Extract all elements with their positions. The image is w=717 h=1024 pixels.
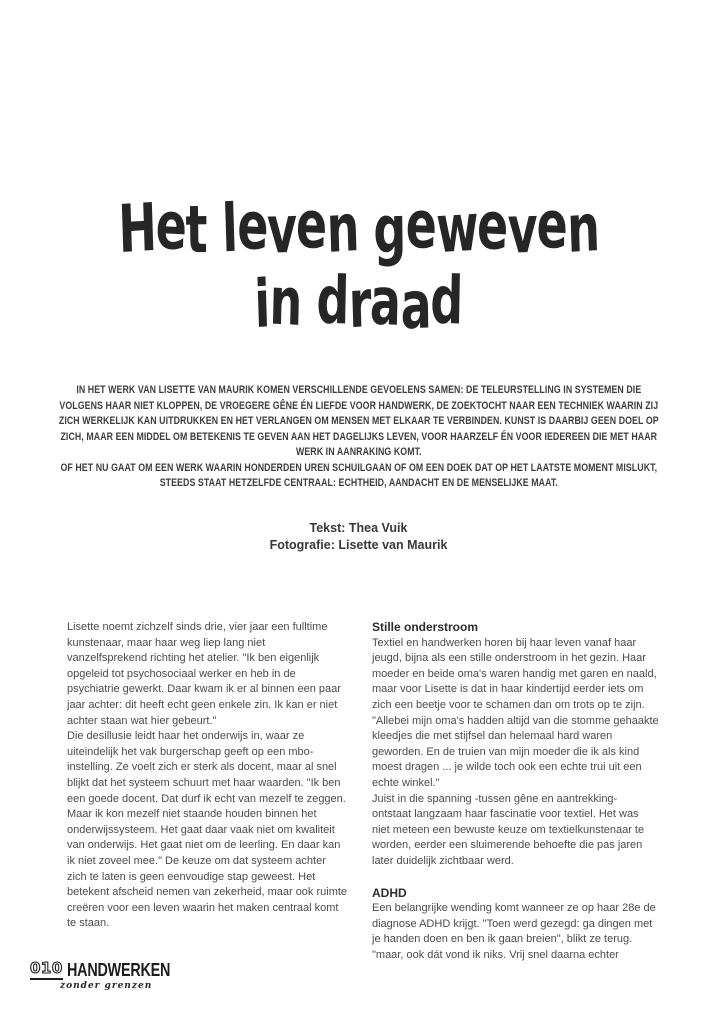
intro-paragraph-2: OF HET NU GAAT OM EEN WERK WAARIN HONDERDEN UREN SCHUILGAAN OF OM EEN DOEK DAT OP HET LAATSTE MOMENT MISLUKT, STEEDS STAAT HETZELFDE CENTRAAL: ECHTHEID, AANDACHT EN DE MENSELIJKE MAAT. xyxy=(60,461,658,489)
section-adhd xyxy=(372,886,659,964)
article-credits xyxy=(0,520,717,554)
magazine-tagline: zonder grenzen xyxy=(60,981,153,991)
article-title-line-1: Het leven geweven xyxy=(116,185,601,269)
body-column-left xyxy=(67,620,348,932)
paragraph: Lisette noemt zichzelf sinds drie, vier jaar een fulltime kunstenaar, maar haar weg liep lang niet vanzelfsprekend richting het atelier. "Ik ben eigenlijk opgeleid tot psychosociaal werker en heb in de psychiatrie gewerkt. Daar kwam ik er al binnen een paar jaar achter: dit heeft echt geen enkele zin. Ik kan er niet achter staan wat hier gebeurt." xyxy=(67,621,341,727)
section-stille-onderstroom xyxy=(372,620,659,870)
article-intro xyxy=(58,383,660,492)
paragraph: Textiel en handwerken horen bij haar leven vanaf haar jeugd, bijna als een stille onderstroom in het gezin. Haar moeder en beide oma's waren handig met garen en naald, maar voor Lisette is dat in haar kindertijd eerder iets om zich een beetje voor te schamen dan om trots op te zijn. "Allebei mijn oma's hadden altijd van die stomme gehaakte kleedjes die met stijfsel dan helemaal hard waren geworden. En de truien van mijn moeder die ik als kind moest dragen ... je wilde toch ook een echte trui uit een echte winkel." xyxy=(372,636,659,789)
paragraph: Die desillusie leidt haar het onderwijs in, waar ze uiteindelijk het vak burgerschap geeft op een mbo-instelling. Ze voelt zich er sterk als docent, maar al snel blijkt dat het systeem schuurt met haar waarden. "Ik ben een goede docent. Dat durf ik echt van mezelf te zeggen. Maar ik kon mezelf niet staande houden binnen het onderwijssysteem. Het gaat daar vaak niet om kwaliteit van onderwijs. Het gaat niet om de leerling. En daar kan ik niet zoveel mee." De keuze om dat systeem achter zich te laten is geen eenvoudige stap geweest. Het betekent afscheid nemen van zekerheid, maar ook ruimte creëren voor een leven waarin het maken centraal komt te staan. xyxy=(67,730,348,930)
magazine-title: HANDWERKEN xyxy=(66,960,171,980)
article-title xyxy=(54,185,663,345)
intro-paragraph-1: IN HET WERK VAN LISETTE VAN MAURIK KOMEN VERSCHILLENDE GEVOELENS SAMEN: DE TELEURSTELLING IN SYSTEMEN DIE VOLGENS HAAR NIET KLOPPEN, DE VROEGERE GÊNE ÉN LIEFDE VOOR HANDWERK, DE ZOEKTOCHT NAAR EEN TECHNIEK WAARIN ZIJ ZICH WERKELIJK KAN UITDRUKKEN EN HET VERLANGEN OM MENSEN MET ELKAAR TE VERBINDEN. KUNST IS DAARBIJ GEEN DOEL OP ZICH, MAAR EEN MIDDEL OM BETEKENIS TE GEVEN AAN HET DAGELIJKS LEVEN, VOOR HAARZELF ÉN VOOR IEDEREEN DIE MET HAAR WERK IN AANRAKING KOMT. xyxy=(58,384,659,458)
section-heading: Stille onderstroom xyxy=(372,620,479,634)
article-title-line-2: in draad xyxy=(253,261,464,345)
credit-text-author: Tekst: Thea Vuik xyxy=(309,521,408,535)
page-number: 010 xyxy=(30,960,63,980)
paragraph: Juist in die spanning -tussen gêne en aantrekking- ontstaat langzaam haar fascinatie voor textiel. Het was niet meteen een bewuste keuze om textielkunstenaar te worden, eerder een sluimerende behoefte die pas jaren later duidelijk zichtbaar werd. xyxy=(372,792,645,867)
footer-logo xyxy=(30,960,196,991)
body-column-right xyxy=(372,620,659,963)
paragraph: Een belangrijke wending komt wanneer ze op haar 28e de diagnose ADHD krijgt. "Toen werd gezegd: ga dingen met je handen doen en ben ik gaan breien", blikt ze terug. "maar, ook dát vond ik niks. Vrij snel daarna echter xyxy=(372,902,656,961)
footer-logo-row xyxy=(30,960,196,980)
section-heading: ADHD xyxy=(372,885,407,900)
credit-photography: Fotografie: Lisette van Maurik xyxy=(269,538,448,552)
